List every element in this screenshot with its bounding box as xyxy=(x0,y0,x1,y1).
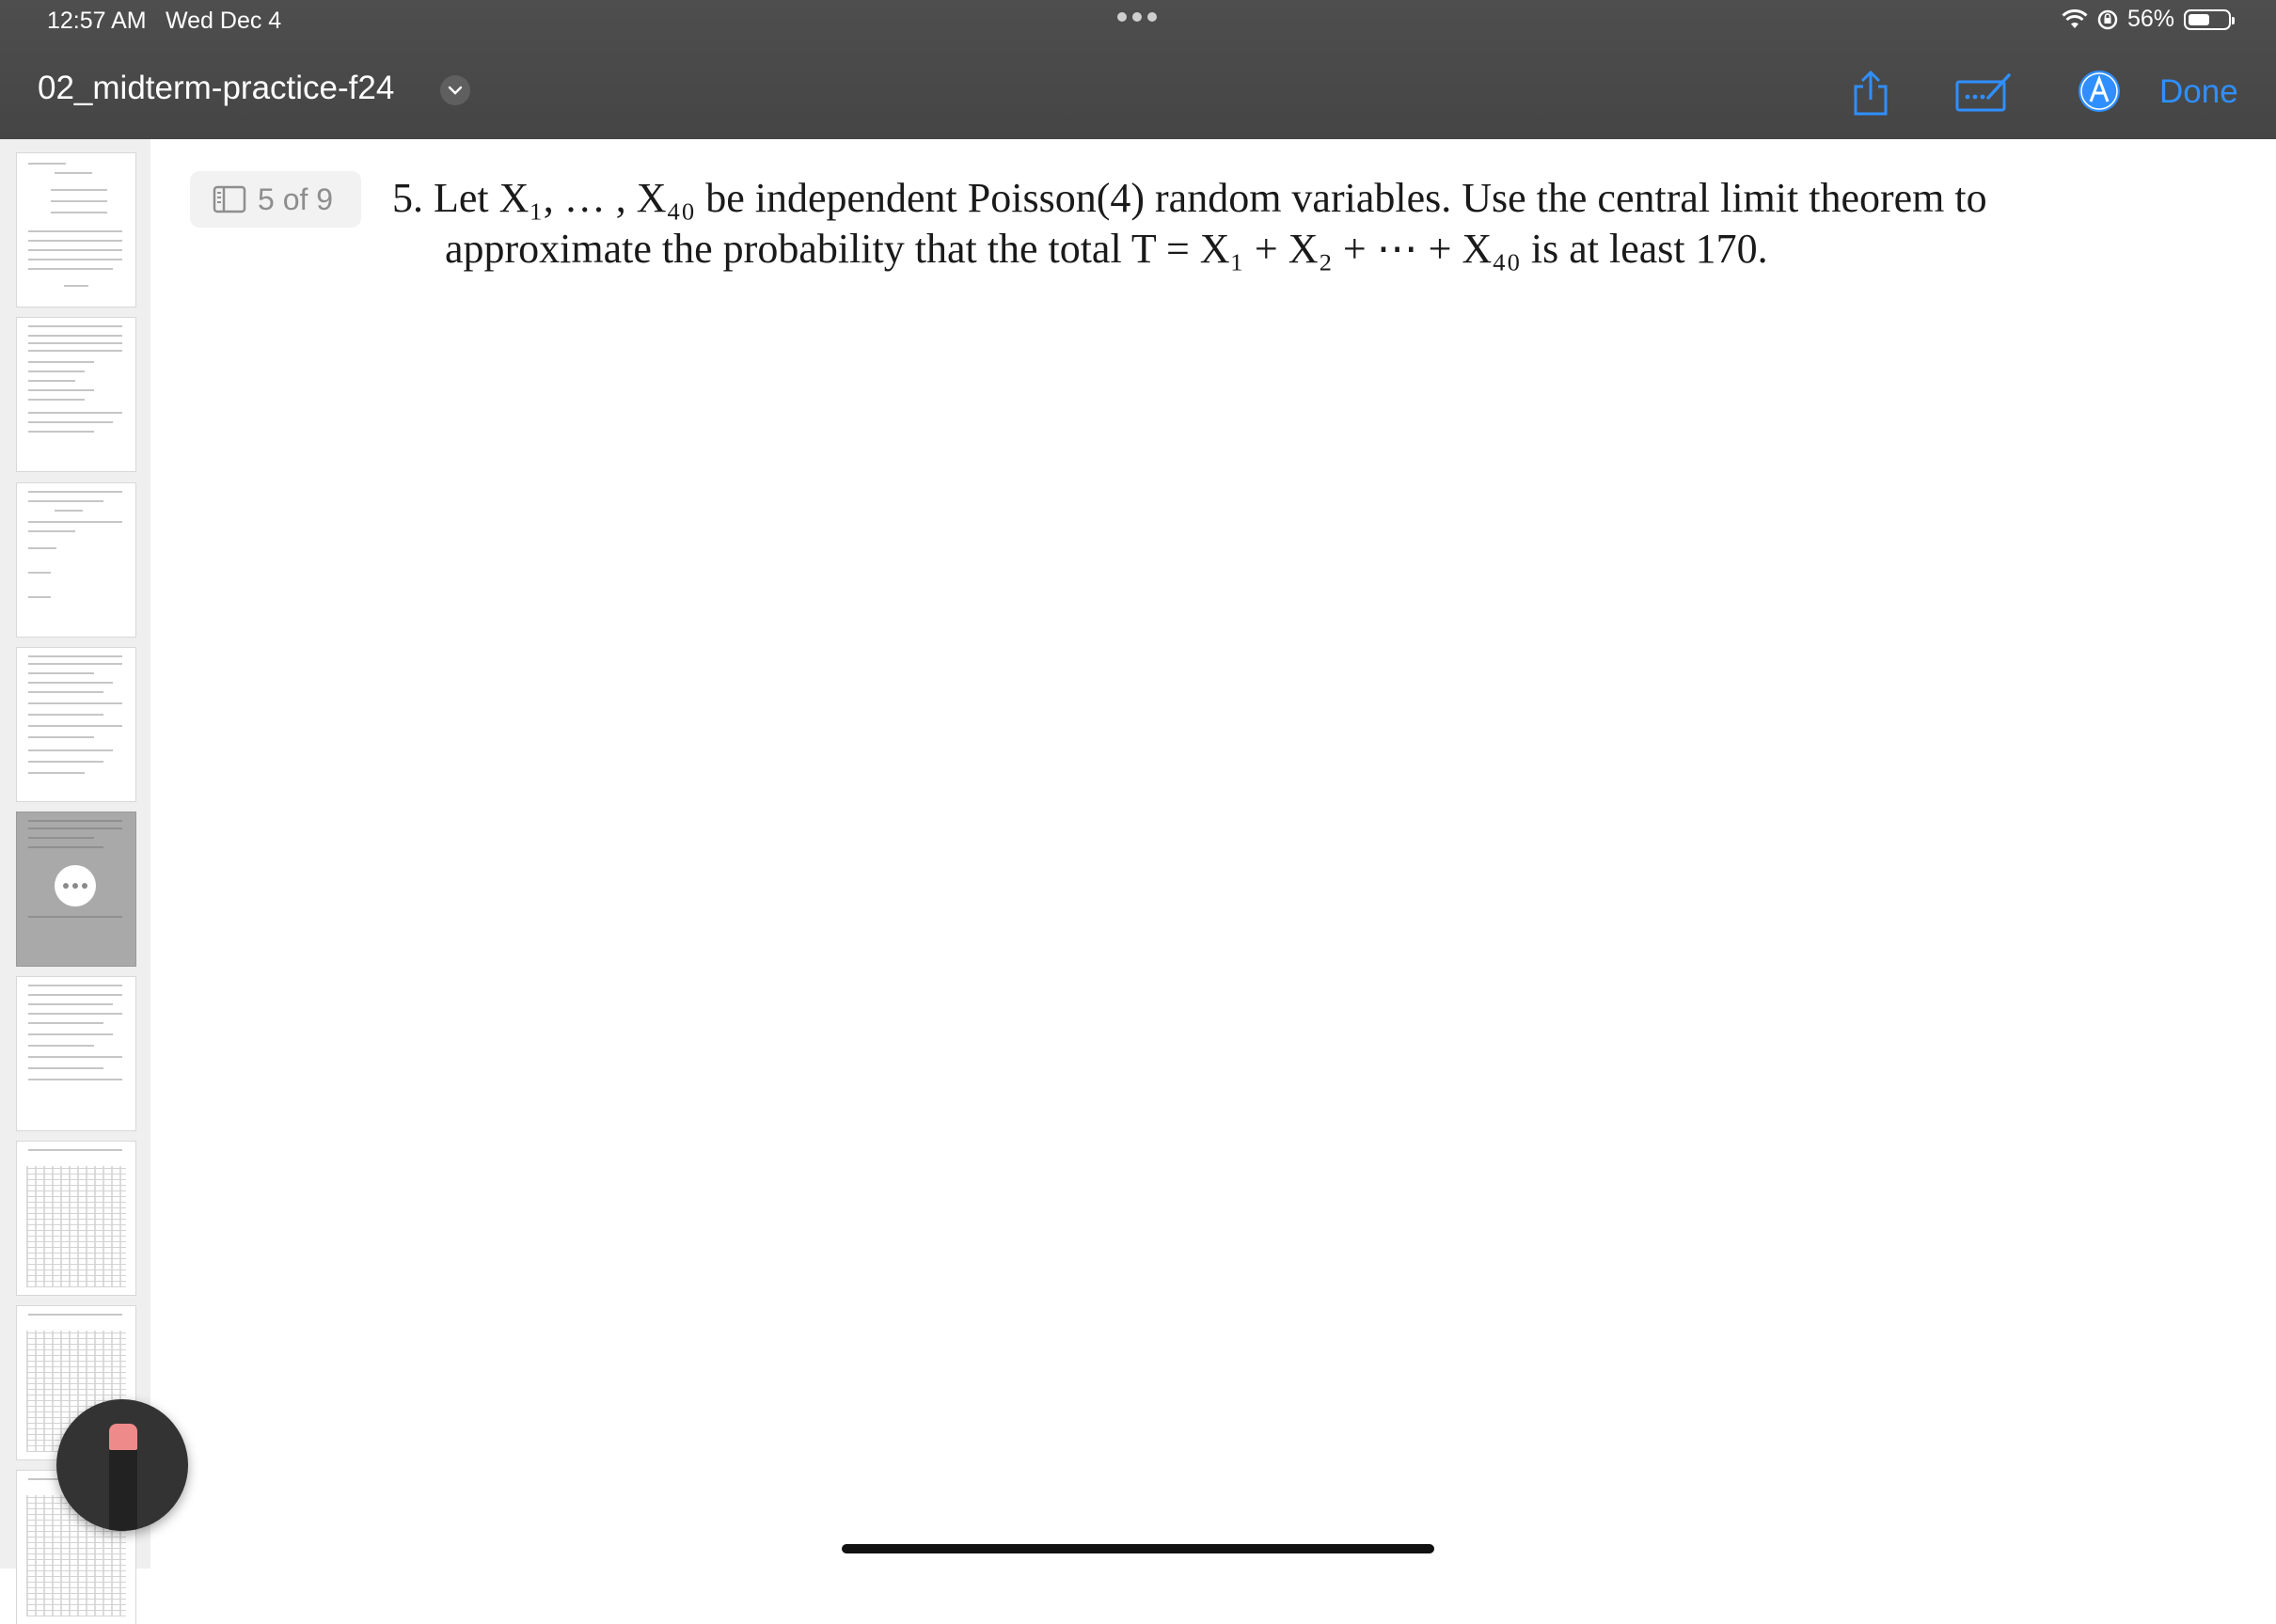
page-thumbnails-sidebar[interactable] xyxy=(0,139,150,1569)
pencil-tool-icon[interactable] xyxy=(56,1399,188,1531)
status-date: Wed Dec 4 xyxy=(166,8,282,34)
page-thumbnail[interactable] xyxy=(17,977,135,1130)
page-options-icon[interactable] xyxy=(55,865,96,907)
page-thumbnail[interactable] xyxy=(17,1142,135,1295)
page-thumbnail[interactable] xyxy=(17,318,135,471)
sidebar-icon xyxy=(213,185,246,213)
wifi-icon xyxy=(2062,9,2088,30)
battery-icon xyxy=(2184,9,2231,30)
page-thumbnail[interactable] xyxy=(17,648,135,801)
document-title[interactable]: 02_midterm-practice-f24 xyxy=(38,70,395,106)
multitasking-dots-icon[interactable] xyxy=(1117,12,1157,22)
markup-icon[interactable] xyxy=(1954,70,2015,113)
home-indicator[interactable] xyxy=(842,1544,1434,1553)
pencil-circle-icon[interactable] xyxy=(2077,69,2122,114)
problem-statement xyxy=(392,173,2179,275)
chevron-down-icon[interactable] xyxy=(440,75,470,105)
share-icon[interactable] xyxy=(1849,70,1892,117)
page-indicator[interactable] xyxy=(190,171,361,228)
page-thumbnail[interactable] xyxy=(17,153,135,307)
page-indicator-label: 5 of 9 xyxy=(258,181,334,216)
problem-line-2: approximate the probability that the total T = X₁ + X₂ + ⋯ + X₄₀ is at least 170. xyxy=(445,226,1768,272)
battery-percent: 56% xyxy=(2126,6,2174,32)
page-thumbnail[interactable] xyxy=(17,483,135,637)
top-toolbar xyxy=(0,0,2276,139)
page-thumbnail-selected[interactable] xyxy=(17,812,135,966)
done-button[interactable]: Done xyxy=(2159,73,2238,110)
status-time: 12:57 AM xyxy=(47,8,147,34)
problem-line-1: 5. Let X₁, … , X₄₀ be independent Poisson(4) random variables. Use the central limit theorem to xyxy=(392,175,1987,221)
status-indicators xyxy=(2062,6,2231,33)
orientation-lock-icon xyxy=(2097,9,2118,30)
